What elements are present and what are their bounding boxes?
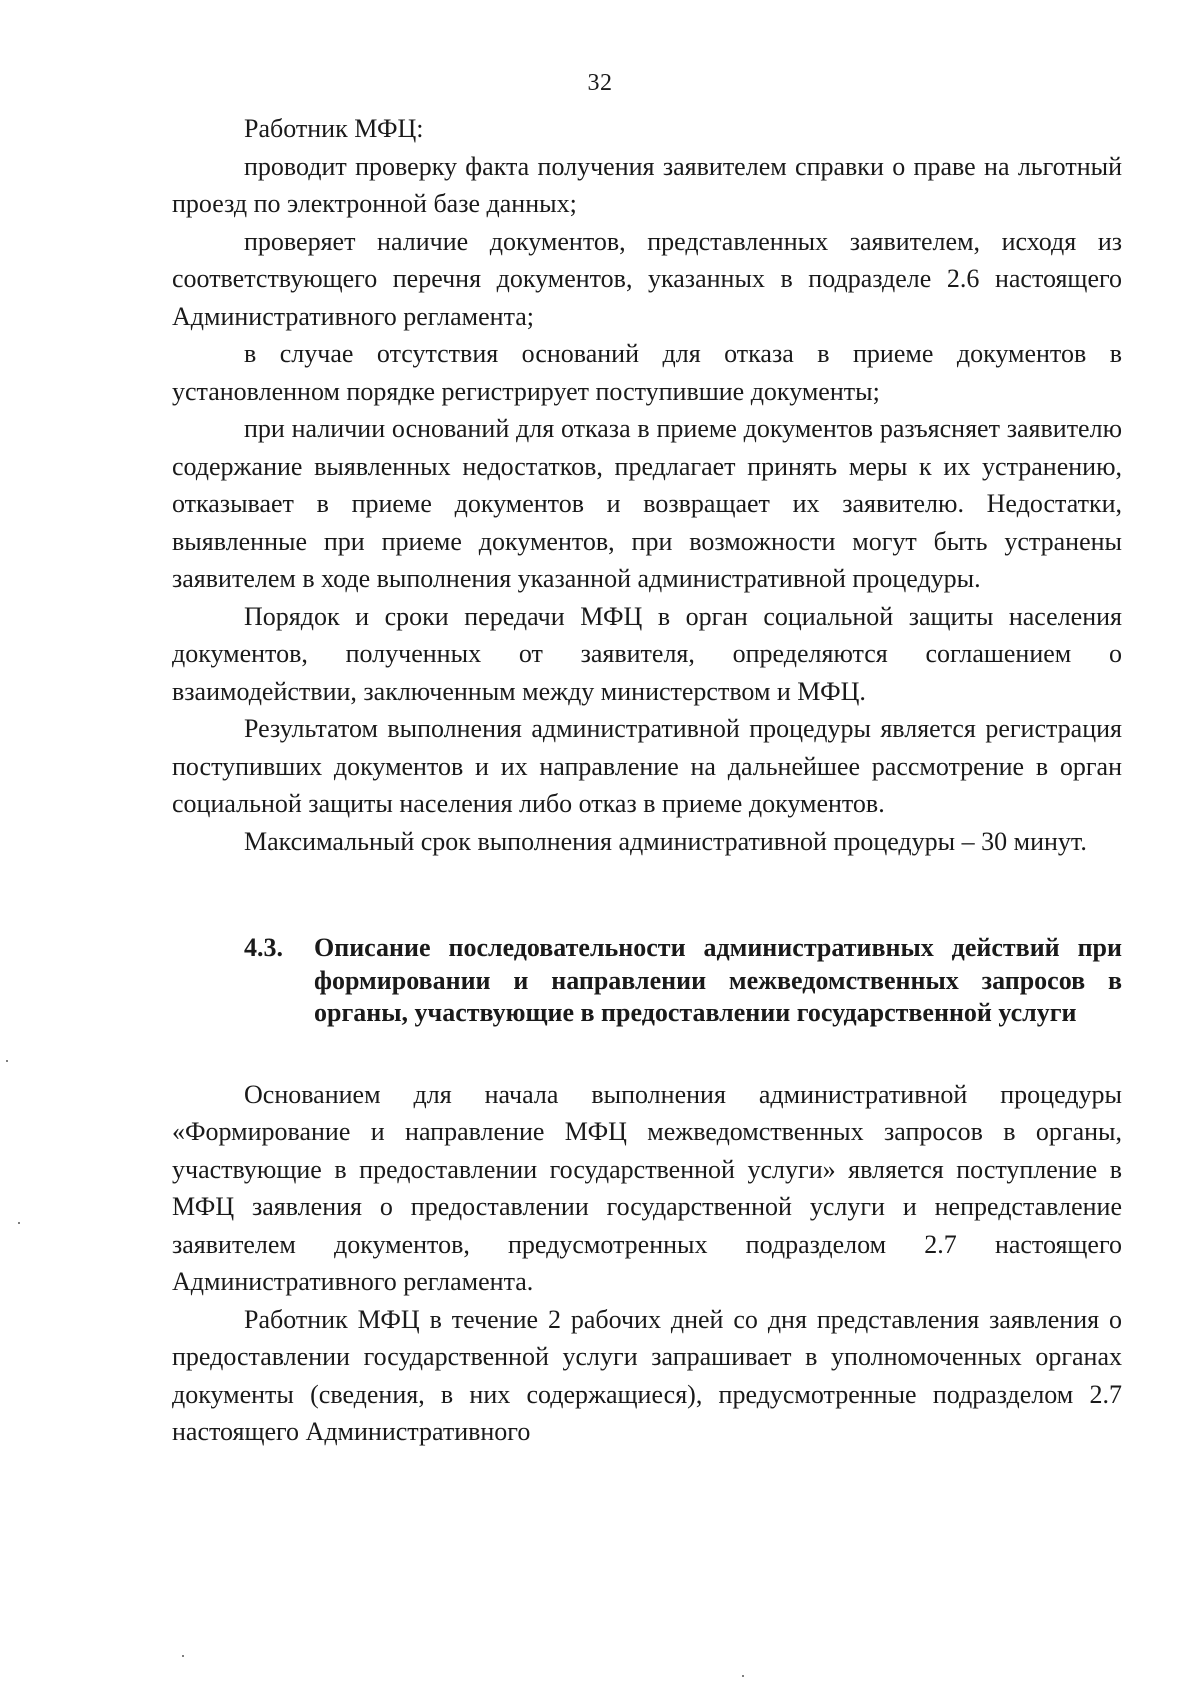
section-number: 4.3. (244, 933, 283, 962)
scan-speck (182, 1655, 184, 1657)
scan-speck (742, 1675, 744, 1677)
paragraph-refusal-explanation: при наличии оснований для отказа в приеме документов разъясняет заявителю содержание выявленных недостатков, предлагает принять меры к их устранению, отказывает в приеме документов и возвращает их заявителю. Недостатки, выявленные при приеме документов, при возможности могут быть устранены заявителем в ходе выполнения указанной административной процедуры. (172, 414, 1122, 593)
section-heading (172, 932, 1122, 1030)
paragraph-check-documents: проверяет наличие документов, представленных заявителем, исходя из соответствующего перечня документов, указанных в подразделе 2.6 настоящего Административного регламента; (172, 226, 1122, 331)
paragraph-procedure-basis: Основанием для начала выполнения административной процедуры «Формирование и направление МФЦ межведомственных запросов в органы, участвующие в предоставлении государственной услуги» является поступление в МФЦ заявления о предоставлении государственной услуги и непредставление заявителем документов, предусмотренных подразделом 2.7 настоящего Административного регламента. (172, 1079, 1122, 1296)
paragraph-transfer-procedure: Порядок и сроки передачи МФЦ в орган социальной защиты населения документов, полученных от заявителя, определяются соглашением о взаимодействии, заключенным между министерством и МФЦ. (172, 601, 1122, 706)
paragraph-check-certificate: проводит проверку факта получения заявителем справки о праве на льготный проезд по электронной базе данных; (172, 151, 1122, 218)
paragraph-procedure-result: Результатом выполнения административной процедуры является регистрация поступивших документов и их направление на дальнейшее рассмотрение в орган социальной защиты населения либо отказ в приеме документов. (172, 714, 1122, 818)
page-number: 32 (587, 70, 613, 96)
paragraph-interagency-request: Работник МФЦ в течение 2 рабочих дней со дня представления заявления о предоставлении государственной услуги запрашивает в уполномоченных органах документы (сведения, в них содержащиеся), предусмотренные подразделом 2.7 настоящего Административного (172, 1304, 1122, 1446)
paragraph-worker-intro: Работник МФЦ: (244, 114, 424, 143)
paragraph-register-documents: в случае отсутствия оснований для отказа в приеме документов в установленном порядке регистрирует поступившие документы; (172, 339, 1122, 406)
section-title: Описание последовательности административных действий при формировании и направлении межведомственных запросов в органы, участвующие в предоставлении государственной услуги (314, 933, 1122, 1027)
document-body (172, 110, 1122, 1451)
scan-speck (18, 1222, 20, 1224)
scan-speck (6, 1060, 8, 1062)
paragraph-max-duration: Максимальный срок выполнения административной процедуры – 30 минут. (244, 826, 1087, 856)
